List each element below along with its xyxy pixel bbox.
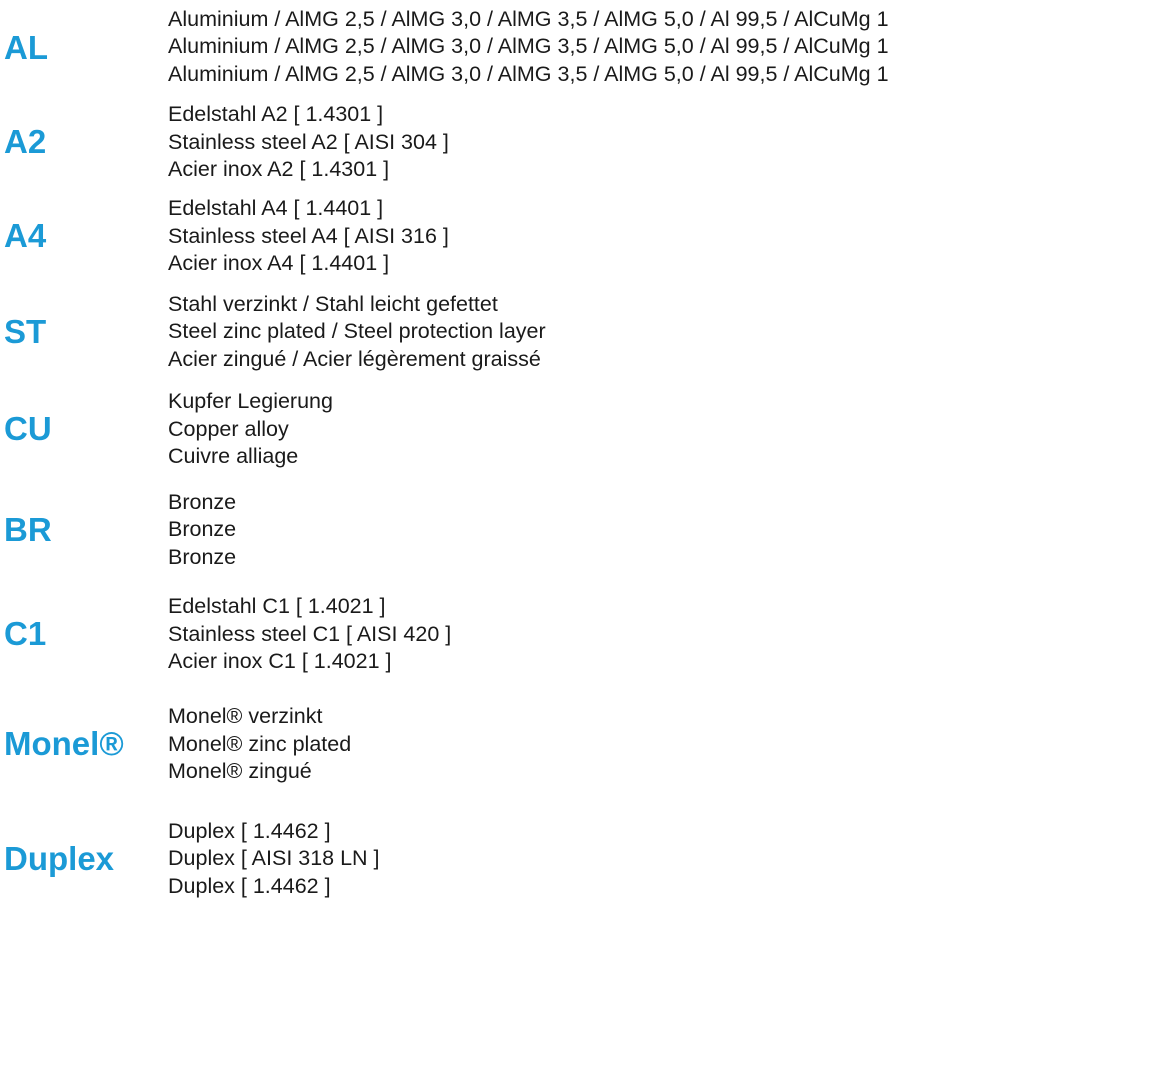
material-description-line-fr: Acier inox C1 [ 1.4021 ] xyxy=(168,649,392,674)
material-description-line-de: Edelstahl A2 [ 1.4301 ] xyxy=(168,102,384,127)
material-description-line-de: Stahl verzinkt / Stahl leicht gefettet xyxy=(168,291,498,316)
material-description-line-en: Duplex [ AISI 318 LN ] xyxy=(168,846,380,871)
material-description-line-de: Monel® verzinkt xyxy=(168,704,323,729)
material-description xyxy=(168,388,1160,471)
material-description xyxy=(168,593,1160,676)
material-row xyxy=(0,479,1160,581)
material-description-line-en: Monel® zinc plated xyxy=(168,731,352,756)
material-row xyxy=(0,0,1160,96)
material-description-line-de: Aluminium / AlMG 2,5 / AlMG 3,0 / AlMG 3,5 / AlMG 5,0 / Al 99,5 / AlCuMg 1 xyxy=(168,6,889,31)
material-code: AL xyxy=(4,28,48,66)
material-row xyxy=(0,96,1160,189)
material-code: Duplex xyxy=(4,839,115,877)
material-description xyxy=(168,703,1160,786)
material-description xyxy=(168,818,1160,901)
material-description-line-fr: Duplex [ 1.4462 ] xyxy=(168,873,331,898)
material-description-line-fr: Acier zingué / Acier légèrement graissé xyxy=(168,346,541,371)
material-description-line-fr: Monel® zingué xyxy=(168,759,312,784)
material-code: A2 xyxy=(4,123,47,161)
material-description xyxy=(168,291,1160,374)
material-row xyxy=(0,581,1160,688)
material-description-line-en: Steel zinc plated / Steel protection layer xyxy=(168,319,546,344)
material-code: A4 xyxy=(4,217,47,255)
material-description-line-en: Copper alloy xyxy=(168,416,289,441)
material-description-line-de: Bronze xyxy=(168,489,237,514)
material-description-line-en: Stainless steel C1 [ AISI 420 ] xyxy=(168,621,452,646)
material-description-line-de: Edelstahl A4 [ 1.4401 ] xyxy=(168,196,384,221)
material-description-line-en: Stainless steel A4 [ AISI 316 ] xyxy=(168,223,449,248)
material-description-line-fr: Bronze xyxy=(168,544,237,569)
material-description-line-fr: Acier inox A4 [ 1.4401 ] xyxy=(168,251,390,276)
material-description xyxy=(168,101,1160,184)
material-row xyxy=(0,688,1160,801)
material-row xyxy=(0,380,1160,479)
material-description xyxy=(168,489,1160,572)
material-code: C1 xyxy=(4,615,47,653)
material-description xyxy=(168,6,1160,89)
material-row xyxy=(0,284,1160,380)
material-code: CU xyxy=(4,410,52,448)
material-description-line-de: Kupfer Legierung xyxy=(168,389,333,414)
material-code: ST xyxy=(4,312,47,350)
material-description-line-en: Aluminium / AlMG 2,5 / AlMG 3,0 / AlMG 3,5 / AlMG 5,0 / Al 99,5 / AlCuMg 1 xyxy=(168,34,889,59)
material-description-line-fr: Cuivre alliage xyxy=(168,444,299,469)
material-code: BR xyxy=(4,510,52,548)
material-description-line-en: Bronze xyxy=(168,517,237,542)
material-description-line-de: Duplex [ 1.4462 ] xyxy=(168,818,331,843)
material-description-line-fr: Aluminium / AlMG 2,5 / AlMG 3,0 / AlMG 3,5 / AlMG 5,0 / Al 99,5 / AlCuMg 1 xyxy=(168,61,889,86)
material-description-line-en: Stainless steel A2 [ AISI 304 ] xyxy=(168,129,449,154)
material-row xyxy=(0,801,1160,917)
material-code: Monel® xyxy=(4,725,124,763)
material-description-line-de: Edelstahl C1 [ 1.4021 ] xyxy=(168,594,386,619)
material-row xyxy=(0,189,1160,284)
material-description-line-fr: Acier inox A2 [ 1.4301 ] xyxy=(168,157,390,182)
material-description xyxy=(168,195,1160,278)
